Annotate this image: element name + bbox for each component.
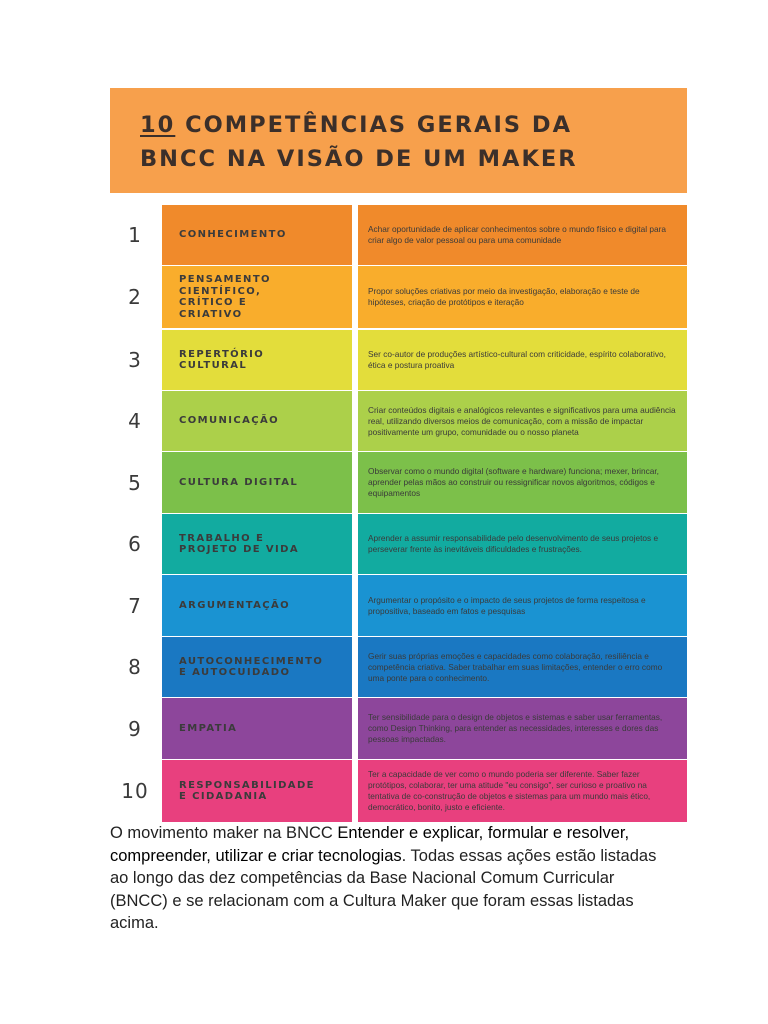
competency-description: Argumentar o propósito e o impacto de seus projetos de forma respeitosa e propositiva, baseado em fatos e pesquisas xyxy=(368,594,646,616)
paragraph-highlight: Entender e explicar, formular e resolver, compreender, utilizar e criar tecnologias xyxy=(110,824,630,865)
competency-description-cell xyxy=(358,205,687,265)
competency-label-cell xyxy=(162,205,352,265)
competency-number: 2 xyxy=(128,285,142,309)
competency-description: Propor soluções criativas por meio da investigação, elaboração e teste de hipóteses, criação de protótipos e iteração xyxy=(368,286,640,307)
competency-description-cell xyxy=(358,391,687,451)
competency-number: 8 xyxy=(128,655,142,679)
competency-number: 6 xyxy=(128,532,142,556)
competency-description: Ter sensibilidade para o design de objetos e sistemas e saber usar ferramentas, como Design Thinking, para entender as necessidades, interesses e dores das pessoas impactadas. xyxy=(368,712,663,744)
competency-label: CONHECIMENTO xyxy=(179,229,287,241)
competency-label-cell xyxy=(162,760,352,822)
competency-description: Criar conteúdos digitais e analógicos relevantes e significativos para uma audiência real, utilizando diversos meios de comunicação, com a missão de impactar positivamente um grupo, comunidade ou o nosso planeta xyxy=(368,404,676,437)
competency-label: PENSAMENTO CIENTÍFICO, CRÍTICO E CRIATIVO xyxy=(179,274,271,320)
competency-label-cell xyxy=(162,452,352,513)
title-text: COMPETÊNCIAS GERAIS DA xyxy=(175,112,572,138)
competency-description-cell xyxy=(358,330,687,390)
competencias-infographic xyxy=(110,88,687,822)
infographic-title-line1 xyxy=(140,112,572,138)
competency-row xyxy=(110,205,687,265)
competency-description: Achar oportunidade de aplicar conhecimentos sobre o mundo físico e digital para criar algo de valor pessoal ou para uma comunidade xyxy=(368,224,666,245)
competency-row xyxy=(110,575,687,636)
competency-description-cell xyxy=(358,452,687,513)
competency-row xyxy=(110,698,687,759)
competency-row xyxy=(110,452,687,513)
competency-label-cell xyxy=(162,391,352,451)
competency-row xyxy=(110,637,687,697)
competency-description-cell xyxy=(358,760,687,822)
competency-row xyxy=(110,330,687,390)
competency-label-cell xyxy=(162,266,352,328)
body-paragraph xyxy=(110,822,670,935)
competency-number: 5 xyxy=(128,470,142,495)
competency-number: 9 xyxy=(128,716,142,741)
paragraph-intro: O movimento maker na BNCC xyxy=(110,824,338,842)
competency-row xyxy=(110,760,687,822)
competency-label: CULTURA DIGITAL xyxy=(179,476,299,488)
competency-description: Ter a capacidade de ver como o mundo poderia ser diferente. Saber fazer protótipos, colaborar, ter uma atitude "eu consigo", ser curioso e proativo na tentativa de co-construção de objetos e sistemas para um mundo mais ético, democrático, bonito, justo e eficiente. xyxy=(368,769,651,812)
competency-label: EMPATIA xyxy=(179,722,238,734)
competency-description-cell xyxy=(358,698,687,759)
infographic-header xyxy=(110,88,687,193)
competency-description: Gerir suas próprias emoções e capacidades como colaboração, resiliência e competência criativa. Saber trabalhar em suas limitações, entender o erro como uma ponte para o conhecimento. xyxy=(368,650,663,683)
competency-label-cell xyxy=(162,698,352,759)
competency-label-cell xyxy=(162,330,352,390)
competency-number: 7 xyxy=(128,593,142,618)
competency-number: 10 xyxy=(121,779,149,803)
competency-label-cell xyxy=(162,514,352,574)
competency-label: COMUNICAÇÃO xyxy=(179,415,280,427)
title-number: 10 xyxy=(140,112,176,138)
competency-description: Ser co-autor de produções artístico-cultural com criticidade, espírito colaborativo, ética e postura proativa xyxy=(368,349,666,370)
competency-label-cell xyxy=(162,637,352,697)
competency-description: Aprender a assumir responsabilidade pelo desenvolvimento de seus projetos e perseverar frente às inevitáveis dificuldades e frustrações. xyxy=(368,533,659,554)
competency-label: RESPONSABILIDADE E CIDADANIA xyxy=(179,779,315,802)
competency-number: 3 xyxy=(128,348,142,372)
competency-row xyxy=(110,266,687,328)
competency-label: AUTOCONHECIMENTO E AUTOCUIDADO xyxy=(179,655,324,678)
infographic-title-line2: BNCC NA VISÃO DE UM MAKER xyxy=(140,146,578,172)
competency-label: REPERTÓRIO CULTURAL xyxy=(179,348,265,371)
paragraph-rest: . Todas essas ações estão listadas ao longo das dez competências da Base Nacional Comum Curricular (BNCC) e se relacionam com a Cultura Maker que foram essas listadas acima. xyxy=(110,846,657,932)
competency-label: ARGUMENTAÇÃO xyxy=(179,599,291,611)
competency-description-cell xyxy=(358,266,687,328)
competency-number: 4 xyxy=(128,409,142,433)
competency-number: 1 xyxy=(128,223,142,247)
competency-description-cell xyxy=(358,637,687,697)
competency-label: TRABALHO E PROJETO DE VIDA xyxy=(179,532,299,555)
competency-row xyxy=(110,514,687,574)
competency-description: Observar como o mundo digital (software e hardware) funciona; mexer, brincar, aprender pelas mãos ao construir ou ressignificar novos algoritmos, códigos e equipamentos xyxy=(368,466,659,498)
competency-description-cell xyxy=(358,514,687,574)
competency-row xyxy=(110,391,687,451)
competency-description-cell xyxy=(358,575,687,636)
competency-label-cell xyxy=(162,575,352,636)
